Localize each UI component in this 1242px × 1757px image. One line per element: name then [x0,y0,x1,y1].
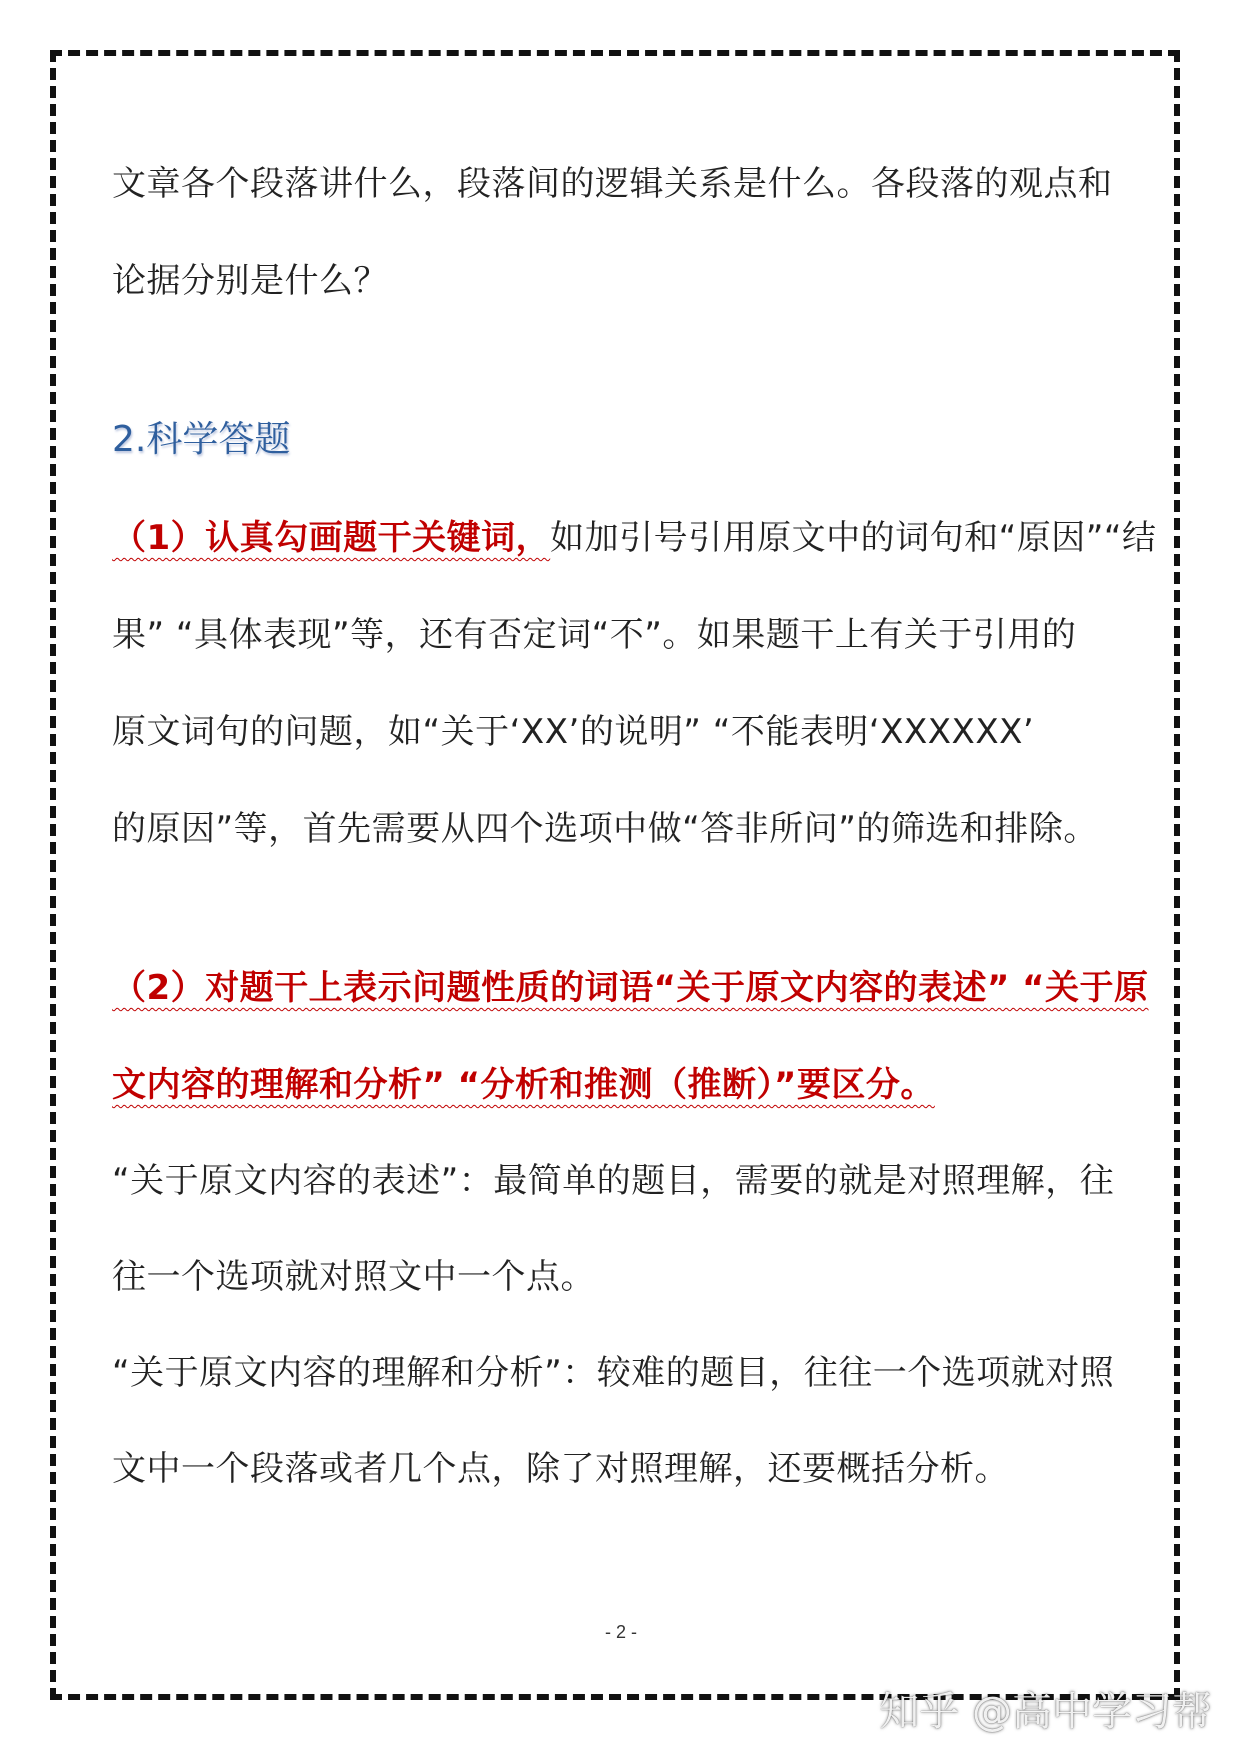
item2-bold-text: 文内容的理解和分析” “分析和推测（推断）”要区分。 [112,1065,935,1105]
item1-bold-lead: （1）认真勾画题干关键词， [112,518,551,558]
item1-line1-rest: 如加引号引用原文中的词句和“原因”“结 [550,518,1157,558]
text-line: “关于原文内容的表述”：最简单的题目，需要的就是对照理解，往 [112,1161,1115,1201]
document-body [112,160,1157,1541]
item2-bold-line [112,964,1149,1012]
text-line: 往一个选项就对照文中一个点。 [112,1257,595,1297]
item1-first-line [112,514,1157,562]
section-heading: 2.科学答题 [112,419,291,460]
spacer [112,902,1132,964]
text-line: “关于原文内容的理解和分析”：较难的题目，往往一个选项就对照 [112,1353,1115,1393]
text-line: 论据分别是什么？ [112,261,388,301]
text-line: 文中一个段落或者几个点，除了对照理解，还要概括分析。 [112,1449,1009,1489]
text-line: 的原因”等，首先需要从四个选项中做“答非所问”的筛选和排除。 [112,809,1098,849]
spacer [112,354,1132,416]
item2-bold-line [112,1061,1132,1109]
text-line: 果” “具体表现”等，还有否定词“不”。如果题干上有关于引用的 [112,615,1077,655]
watermark: 知乎 @高中学习帮 [879,1689,1212,1735]
page-number: - 2 - [604,1622,637,1642]
text-line: 原文词句的问题，如“关于‘XX’的说明” “不能表明‘XXXXXX’ [112,712,1035,752]
item2-bold-text: （2）对题干上表示问题性质的词语“关于原文内容的表述” “关于原 [112,968,1149,1008]
text-line: 文章各个段落讲什么，段落间的逻辑关系是什么。各段落的观点和 [112,164,1113,204]
